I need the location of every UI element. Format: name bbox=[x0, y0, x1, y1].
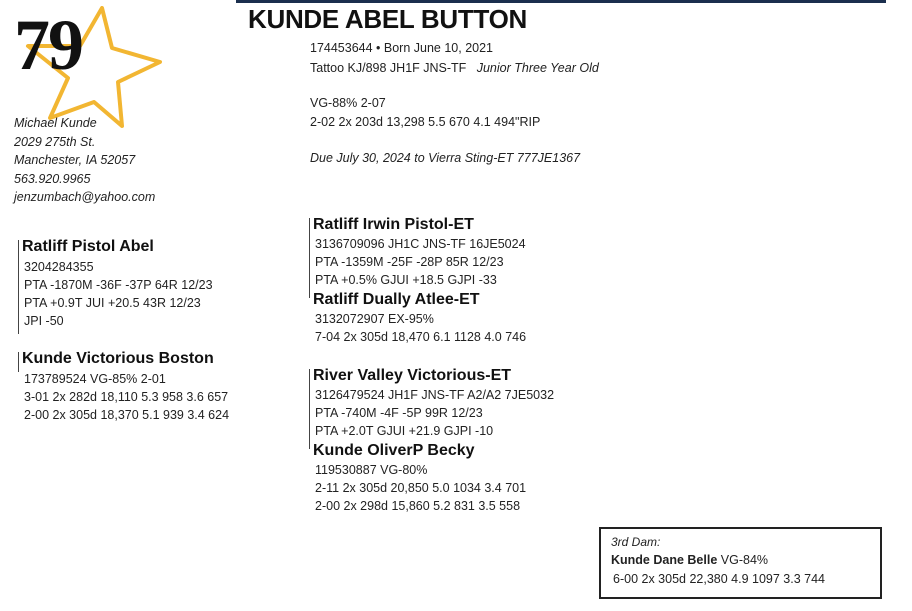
sire-name: Ratliff Pistol Abel bbox=[22, 238, 154, 255]
dam-side-bracket bbox=[309, 369, 310, 449]
animal-registration: 174453644 • Born June 10, 2021 bbox=[310, 41, 494, 55]
owner-address: 2029 275th St. bbox=[14, 134, 96, 149]
sire-sire-block bbox=[313, 216, 526, 289]
sire-sire-line: PTA -1359M -25F -28P 85R 12/23 bbox=[315, 255, 504, 269]
dam-line: 173789524 VG-85% 2-01 bbox=[24, 372, 166, 386]
dam-sire-line: PTA -740M -4F -5P 99R 12/23 bbox=[315, 406, 483, 420]
animal-record: 2-02 2x 203d 13,298 5.5 670 4.1 494"RIP bbox=[310, 115, 541, 129]
sire-line: PTA +0.9T JUI +20.5 43R 12/23 bbox=[24, 296, 201, 310]
sire-dam-line: 3132072907 EX-95% bbox=[315, 312, 434, 326]
dam-line: 2-00 2x 305d 18,370 5.1 939 3.4 624 bbox=[24, 408, 230, 422]
animal-tattoo-line bbox=[310, 61, 599, 75]
owner-name: Michael Kunde bbox=[14, 116, 97, 130]
dam-dam-name: Kunde OliverP Becky bbox=[313, 442, 475, 459]
owner-info bbox=[14, 114, 155, 207]
sire-sire-line: PTA +0.5% GJUI +18.5 GJPI -33 bbox=[315, 273, 497, 287]
dam-sire-name: River Valley Victorious-ET bbox=[313, 367, 512, 384]
owner-phone: 563.920.9965 bbox=[14, 171, 91, 186]
sire-sire-line: 3136709096 JH1C JNS-TF 16JE5024 bbox=[315, 237, 526, 251]
sire-line: PTA -1870M -36F -37P 64R 12/23 bbox=[24, 278, 213, 292]
sire-bracket bbox=[18, 240, 19, 334]
dam-dam-line: 2-11 2x 305d 20,850 5.0 1034 3.4 701 bbox=[315, 481, 527, 495]
third-dam-label: 3rd Dam: bbox=[611, 535, 661, 549]
dam-line: 3-01 2x 282d 18,110 5.3 958 3.6 657 bbox=[24, 390, 229, 404]
dam-sire-block bbox=[313, 367, 554, 440]
animal-due-date: Due July 30, 2024 to Vierra Sting-ET 777JE1367 bbox=[310, 151, 581, 165]
animal-name: KUNDE ABEL BUTTON bbox=[248, 4, 527, 34]
sire-block bbox=[22, 238, 213, 330]
sire-side-bracket bbox=[309, 218, 310, 298]
owner-email: jenzumbach@yahoo.com bbox=[14, 190, 156, 204]
dam-dam-block bbox=[313, 442, 526, 515]
dam-name: Kunde Victorious Boston bbox=[22, 350, 214, 367]
header-rule bbox=[236, 0, 886, 3]
sire-dam-block bbox=[313, 291, 526, 346]
third-dam-box bbox=[599, 527, 882, 599]
dam-sire-line: 3126479524 JH1F JNS-TF A2/A2 7JE5032 bbox=[315, 388, 555, 402]
animal-age-class: Junior Three Year Old bbox=[476, 61, 599, 75]
dam-block bbox=[22, 350, 229, 424]
sire-line: 3204284355 bbox=[24, 260, 94, 274]
sire-dam-line: 7-04 2x 305d 18,470 6.1 1128 4.0 746 bbox=[315, 330, 527, 344]
owner-city: Manchester, IA 52057 bbox=[14, 153, 136, 167]
sire-line: JPI -50 bbox=[24, 314, 64, 328]
animal-tattoo: Tattoo KJ/898 JH1F JNS-TF bbox=[310, 61, 467, 75]
third-dam-name-line bbox=[611, 551, 880, 570]
third-dam-name: Kunde Dane Belle bbox=[611, 553, 718, 567]
dam-sire-line: PTA +2.0T GJUI +21.9 GJPI -10 bbox=[315, 424, 494, 438]
dam-bracket bbox=[18, 352, 19, 372]
third-dam-classification: VG-84% bbox=[720, 553, 769, 567]
animal-classification: VG-88% 2-07 bbox=[310, 96, 386, 110]
sire-sire-name: Ratliff Irwin Pistol-ET bbox=[313, 216, 474, 233]
third-dam-record: 6-00 2x 305d 22,380 4.9 1097 3.3 744 bbox=[613, 572, 825, 586]
sire-dam-name: Ratliff Dually Atlee-ET bbox=[313, 291, 480, 308]
dam-dam-line: 2-00 2x 298d 15,860 5.2 831 3.5 558 bbox=[315, 499, 521, 513]
dam-dam-line: 119530887 VG-80% bbox=[315, 463, 428, 477]
lot-number: 79 bbox=[14, 5, 82, 85]
